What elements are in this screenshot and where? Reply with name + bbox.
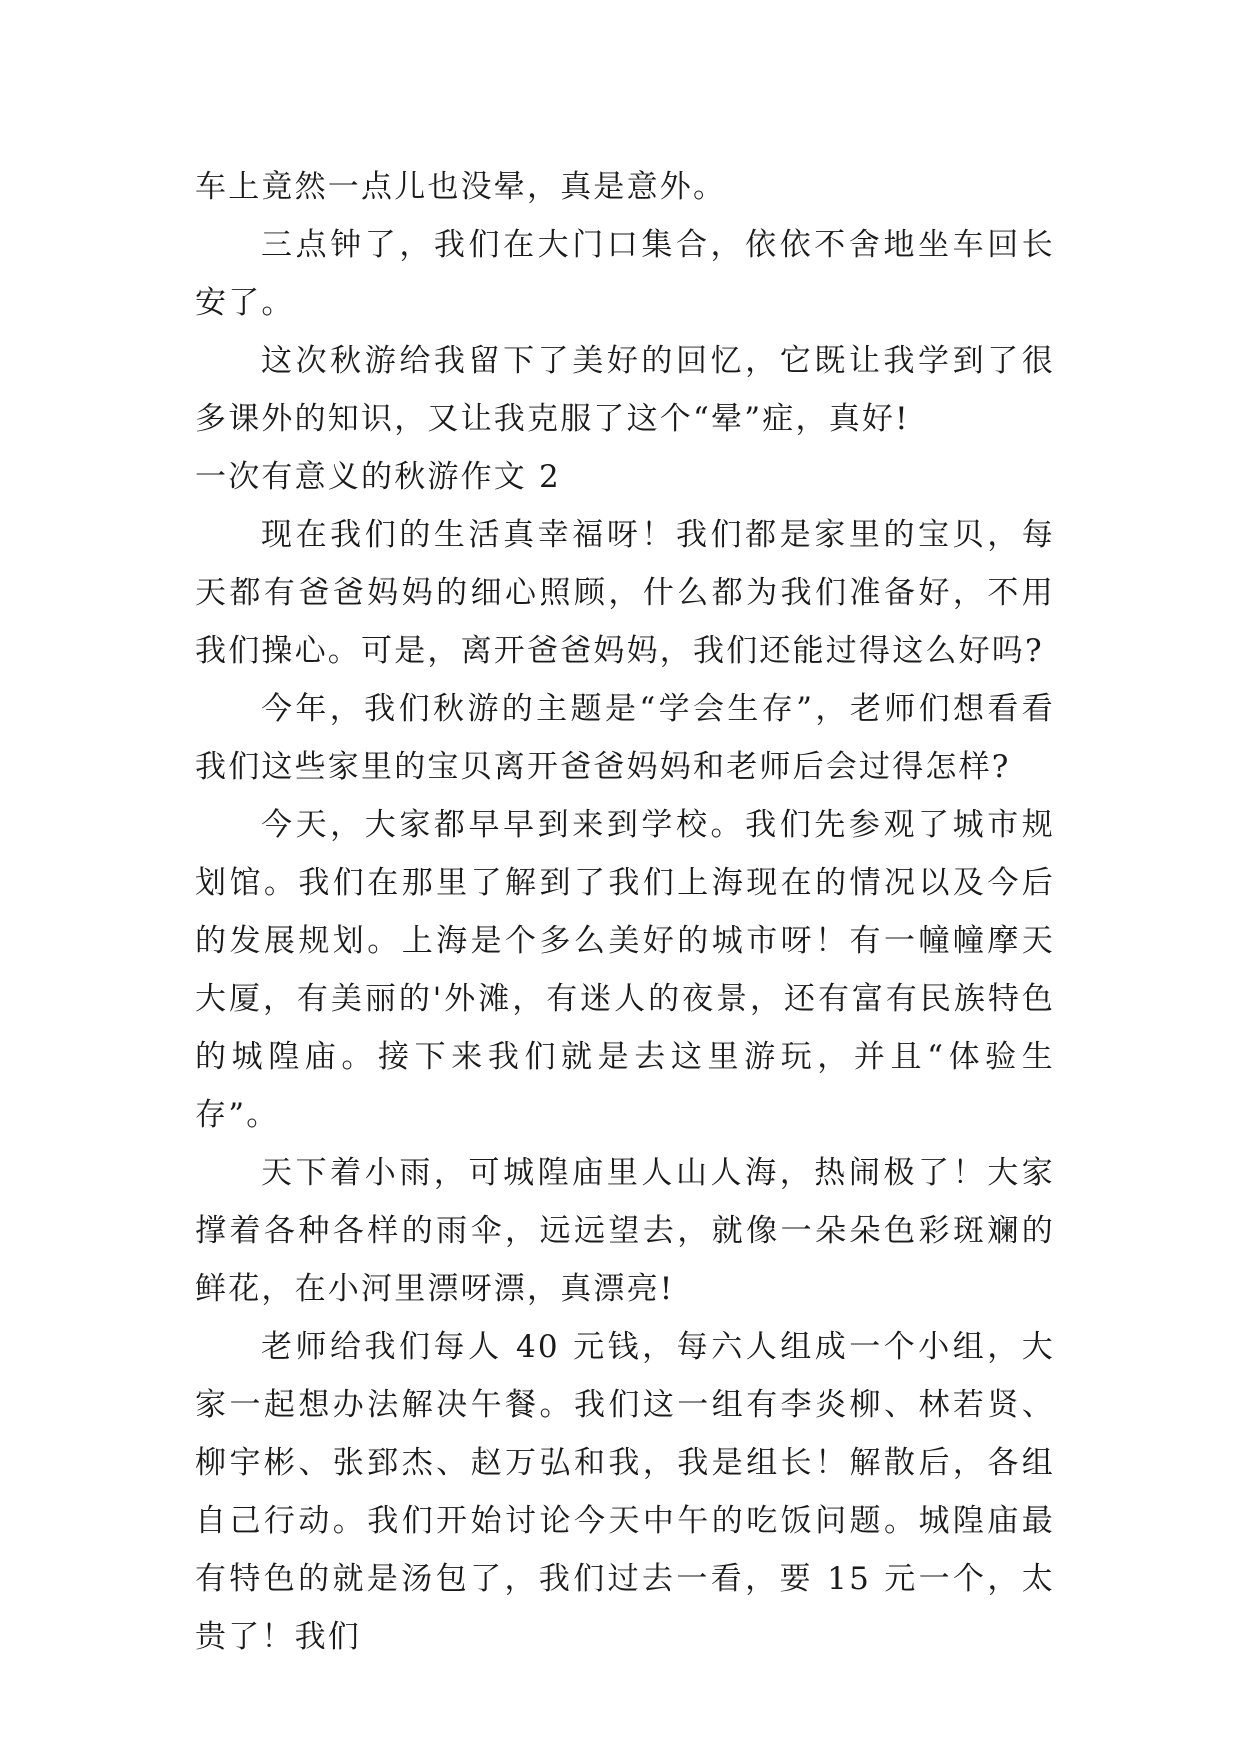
document-body: [195, 158, 1055, 1666]
paragraph: 现在我们的生活真幸福呀！我们都是家里的宝贝，每天都有爸爸妈妈的细心照顾，什么都为我们准备好，不用我们操心。可是，离开爸爸妈妈，我们还能过得这么好吗?: [195, 517, 1055, 669]
paragraph: 这次秋游给我留下了美好的回忆，它既让我学到了很多课外的知识，又让我克服了这个“晕”症，真好!: [195, 343, 1055, 437]
paragraph: 今年，我们秋游的主题是“学会生存”，老师们想看看我们这些家里的宝贝离开爸爸妈妈和老师后会过得怎样?: [195, 691, 1055, 785]
paragraph: 车上竟然一点儿也没晕，真是意外。: [195, 169, 727, 205]
essay-heading: 一次有意义的秋游作文 2: [195, 459, 561, 495]
paragraph: 老师给我们每人 40 元钱，每六人组成一个小组，大家一起想办法解决午餐。我们这一组有李炎柳、林若贤、柳宇彬、张郅杰、赵万弘和我，我是组长！解散后，各组自己行动。我们开始讨论今天中午的吃饭问题。城隍庙最有特色的就是汤包了，我们过去一看，要 15 元一个，太贵了！我们: [195, 1329, 1055, 1655]
paragraph: 今天，大家都早早到来到学校。我们先参观了城市规划馆。我们在那里了解到了我们上海现在的情况以及今后的发展规划。上海是个多么美好的城市呀！有一幢幢摩天大厦，有美丽的'外滩，有迷人的夜景，还有富有民族特色的城隍庙。接下来我们就是去这里游玩，并且“体验生存”。: [195, 807, 1055, 1133]
paragraph: 天下着小雨，可城隍庙里人山人海，热闹极了！大家撑着各种各样的雨伞，远远望去，就像一朵朵色彩斑斓的鲜花，在小河里漂呀漂，真漂亮!: [195, 1155, 1055, 1307]
paragraph: 三点钟了，我们在大门口集合，依依不舍地坐车回长安了。: [195, 227, 1055, 321]
